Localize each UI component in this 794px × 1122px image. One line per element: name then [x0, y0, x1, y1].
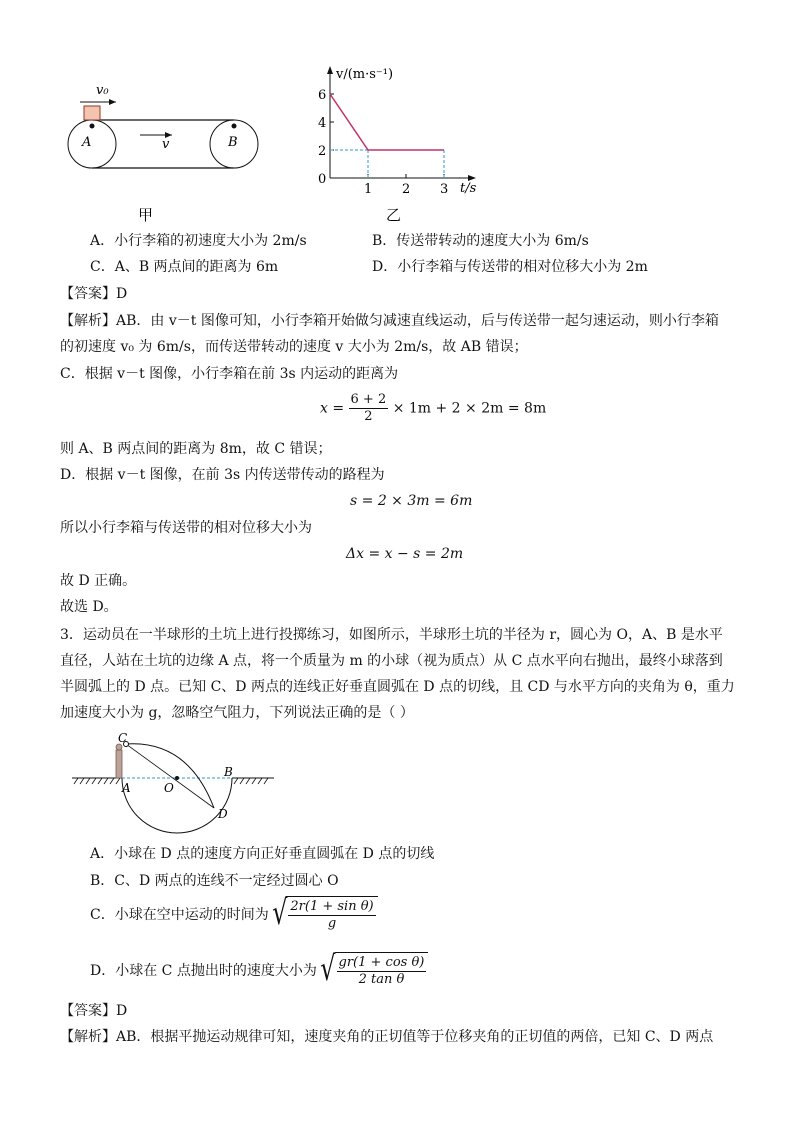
q2-answer: 【答案】D — [60, 286, 128, 302]
q2-explanation-5: D．根据 v－t 图像，在前 3s 内传送带传动的路程为 — [60, 467, 385, 483]
x-tick-label-2: 2 — [402, 182, 411, 197]
caption-yi: 乙 — [386, 206, 402, 224]
x-tick-label-1: 1 — [364, 182, 373, 197]
point-b-dot — [232, 124, 237, 129]
ground-right-hatch — [234, 778, 268, 784]
label-c: C — [118, 731, 128, 745]
label-o: O — [164, 781, 174, 795]
q3-option-d — [90, 949, 428, 989]
person-figure — [116, 744, 122, 778]
point-o — [175, 776, 179, 780]
q2-equation-2: s = 2 × 3m = 6m — [350, 493, 473, 509]
q2-explanation-3: C．根据 v－t 图像，小行李箱在前 3s 内运动的距离为 — [60, 366, 399, 382]
eq1-denominator: 2 — [364, 409, 373, 424]
q2-explanation-2: 的初速度 v₀ 为 6m/s，而传送带转动的速度 v 大小为 2m/s，故 AB 错误； — [60, 339, 528, 355]
figure-vt-graph — [300, 62, 500, 228]
q3-option-d-text: D．小球在 C 点抛出时的速度大小为 — [90, 963, 317, 979]
q3-option-c-numerator: 2r(1 + sin θ) — [290, 899, 374, 914]
q2-equation-3: Δx = x − s = 2m — [346, 546, 464, 562]
ground-left-hatch — [74, 778, 120, 784]
label-v0: v₀ — [96, 83, 109, 98]
y-tick-label-2: 2 — [318, 144, 327, 159]
label-b: B — [228, 135, 238, 150]
q3-option-a: A．小球在 D 点的速度方向正好垂直圆弧在 D 点的切线 — [90, 846, 435, 862]
v0-arrowhead — [109, 99, 116, 105]
q2-explanation-6: 所以小行李箱与传送带的相对位移大小为 — [60, 520, 312, 536]
y-tick-label-4: 4 — [318, 116, 327, 131]
q3-option-d-denominator: 2 tan θ — [358, 972, 405, 987]
y-tick-label-0: 0 — [318, 172, 327, 187]
label-b: B — [224, 765, 233, 779]
x-axis-label: t/s — [460, 181, 477, 196]
q2-explanation-4: 则 A、B 两点间的距离为 8m，故 C 错误； — [60, 441, 332, 457]
y-tick-label-6: 6 — [318, 88, 327, 103]
q3-explanation-1: 【解析】AB．根据平抛运动规律可知，速度夹角的正切值等于位移夹角的正切值的两倍，已知 C、D 两点 — [60, 1029, 714, 1045]
luggage-box — [84, 106, 100, 120]
q2-explanation-8: 故选 D。 — [60, 599, 118, 615]
pit-semicircle — [122, 778, 232, 833]
q2-explanation-7: 故 D 正确。 — [60, 573, 137, 589]
y-axis-label: v/(m·s⁻¹) — [336, 67, 394, 82]
caption-jia: 甲 — [138, 206, 154, 224]
y-axis-arrowhead — [327, 66, 333, 74]
eq1-rhs: × 1m + 2 × 2m = 8m — [392, 400, 547, 417]
q3-option-b: B．C、D 两点的连线不一定经过圆心 O — [90, 873, 339, 889]
q2-option-b: B．传送带转动的速度大小为 6m/s — [372, 233, 589, 249]
q3-option-c — [90, 893, 378, 933]
q3-stem-2: 直径，人站在土坑的边缘 A 点，将一个质量为 m 的小球（视为质点）从 C 点水平向右抛出，最终小球落到 — [60, 653, 723, 669]
q3-option-c-denominator: g — [327, 916, 337, 931]
label-a: A — [122, 781, 131, 795]
line-cd — [126, 744, 214, 808]
eq1-numerator: 6 + 2 — [350, 392, 387, 407]
q2-option-c: C．A、B 两点间的距离为 6m — [90, 259, 279, 275]
eq1-fraction — [349, 392, 389, 425]
q2-option-d: D．小行李箱与传送带的相对位移大小为 2m — [372, 259, 648, 275]
q3-option-d-sqrt: √ $\frac{\text{gr(1 + cos θ)}}{\text{2 tan θ}}$ — [317, 952, 429, 988]
q2-equation-1 — [320, 392, 546, 425]
q3-stem-4: 加速度大小为 g，忽略空气阻力，下列说法正确的是（ ） — [60, 705, 414, 721]
q3-answer: 【答案】D — [60, 1003, 128, 1019]
label-a: A — [82, 135, 92, 150]
q2-option-a: A．小行李箱的初速度大小为 2m/s — [90, 233, 307, 249]
q3-stem-3: 半圆弧上的 D 点。已知 C、D 两点的连线正好垂直圆弧在 D 点的切线，且 CD 与水平方向的夹角为 θ，重力 — [60, 679, 735, 695]
eq1-lhs: x = — [320, 400, 349, 417]
q3-option-d-numerator: gr(1 + cos θ) — [338, 955, 425, 970]
label-d: D — [218, 807, 228, 821]
point-a-dot — [90, 124, 95, 129]
series-v-line — [330, 94, 444, 150]
figure-hemisphere-pit — [68, 730, 288, 840]
x-tick-label-3: 3 — [440, 182, 449, 197]
q3-option-c-sqrt: √ $\frac{\text{2r(1 + sin θ)}}{g}$ — [269, 896, 378, 932]
q3-option-c-text: C．小球在空中运动的时间为 — [90, 907, 269, 923]
label-v: v — [162, 137, 170, 152]
q2-explanation-1: 【解析】AB．由 v－t 图像可知，小行李箱开始做匀减速直线运动，后与传送带一起匀速运动，则小行李箱 — [60, 313, 719, 329]
q3-stem-1: 3．运动员在一半球形的土坑上进行投掷练习，如图所示，半球形土坑的半径为 r，圆心为 O，A、B 是水平 — [60, 627, 723, 643]
figure-conveyor-belt — [60, 78, 270, 228]
